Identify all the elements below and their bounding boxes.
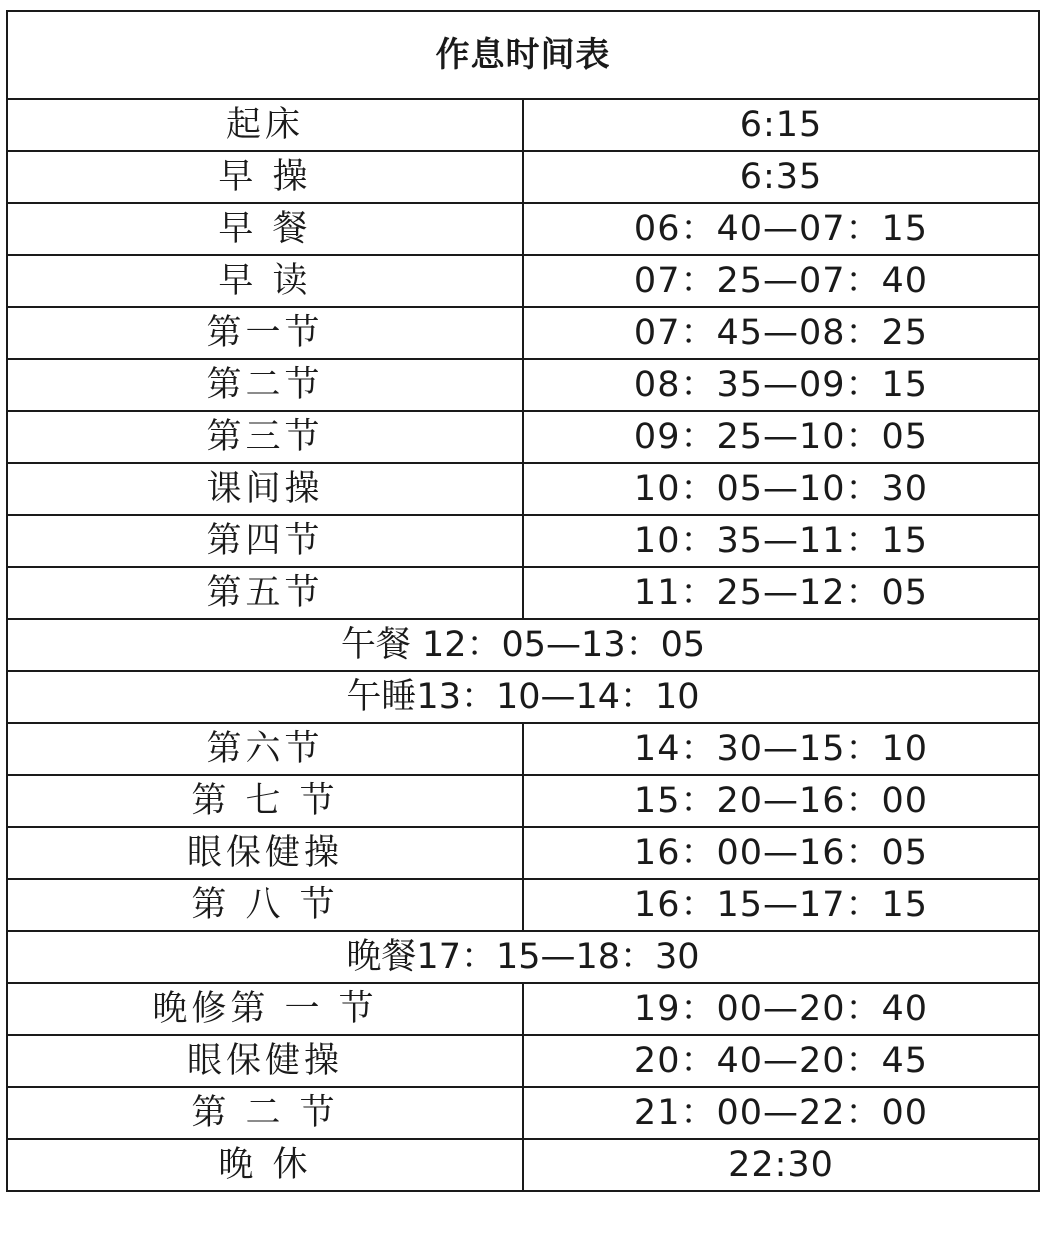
schedule-time-cell: 21：00—22：00 bbox=[523, 1087, 1039, 1139]
schedule-activity-cell: 课间操 bbox=[7, 463, 523, 515]
schedule-row bbox=[7, 203, 1039, 255]
schedule-time-cell: 09：25—10：05 bbox=[523, 411, 1039, 463]
schedule-time-cell: 6:15 bbox=[523, 99, 1039, 151]
schedule-row bbox=[7, 723, 1039, 775]
schedule-activity-cell: 早 餐 bbox=[7, 203, 523, 255]
schedule-row bbox=[7, 411, 1039, 463]
schedule-row bbox=[7, 567, 1039, 619]
schedule-full-cell: 晚餐17：15—18：30 bbox=[7, 931, 1039, 983]
schedule-full-cell: 午睡13：10—14：10 bbox=[7, 671, 1039, 723]
schedule-row bbox=[7, 983, 1039, 1035]
schedule-time-cell: 16：00—16：05 bbox=[523, 827, 1039, 879]
schedule-time-cell: 20：40—20：45 bbox=[523, 1035, 1039, 1087]
schedule-row bbox=[7, 931, 1039, 983]
schedule-row bbox=[7, 775, 1039, 827]
schedule-activity-cell: 早 读 bbox=[7, 255, 523, 307]
schedule-body bbox=[7, 11, 1039, 1191]
schedule-activity-cell: 第六节 bbox=[7, 723, 523, 775]
schedule-row bbox=[7, 359, 1039, 411]
schedule-row bbox=[7, 307, 1039, 359]
schedule-activity-cell: 早 操 bbox=[7, 151, 523, 203]
schedule-row bbox=[7, 1139, 1039, 1191]
schedule-time-cell: 06：40—07：15 bbox=[523, 203, 1039, 255]
schedule-table bbox=[6, 10, 1040, 1192]
schedule-title: 作息时间表 bbox=[7, 11, 1039, 99]
schedule-row bbox=[7, 463, 1039, 515]
schedule-activity-cell: 晚修第 一 节 bbox=[7, 983, 523, 1035]
schedule-full-cell: 午餐 12：05—13：05 bbox=[7, 619, 1039, 671]
schedule-activity-cell: 第 八 节 bbox=[7, 879, 523, 931]
schedule-time-cell: 07：25—07：40 bbox=[523, 255, 1039, 307]
schedule-time-cell: 6:35 bbox=[523, 151, 1039, 203]
schedule-row bbox=[7, 1035, 1039, 1087]
schedule-time-cell: 14：30—15：10 bbox=[523, 723, 1039, 775]
schedule-activity-cell: 第三节 bbox=[7, 411, 523, 463]
schedule-time-cell: 15：20—16：00 bbox=[523, 775, 1039, 827]
schedule-time-cell: 19：00—20：40 bbox=[523, 983, 1039, 1035]
schedule-row bbox=[7, 1087, 1039, 1139]
schedule-time-cell: 11：25—12：05 bbox=[523, 567, 1039, 619]
schedule-time-cell: 10：05—10：30 bbox=[523, 463, 1039, 515]
schedule-activity-cell: 第二节 bbox=[7, 359, 523, 411]
schedule-row bbox=[7, 619, 1039, 671]
schedule-activity-cell: 眼保健操 bbox=[7, 1035, 523, 1087]
schedule-activity-cell: 眼保健操 bbox=[7, 827, 523, 879]
schedule-row bbox=[7, 255, 1039, 307]
schedule-activity-cell: 第 七 节 bbox=[7, 775, 523, 827]
schedule-time-cell: 08：35—09：15 bbox=[523, 359, 1039, 411]
schedule-activity-cell: 第四节 bbox=[7, 515, 523, 567]
schedule-row bbox=[7, 879, 1039, 931]
schedule-time-cell: 16：15—17：15 bbox=[523, 879, 1039, 931]
schedule-row bbox=[7, 827, 1039, 879]
schedule-activity-cell: 起床 bbox=[7, 99, 523, 151]
schedule-activity-cell: 第 二 节 bbox=[7, 1087, 523, 1139]
schedule-time-cell: 22:30 bbox=[523, 1139, 1039, 1191]
schedule-row bbox=[7, 151, 1039, 203]
title-row bbox=[7, 11, 1039, 99]
schedule-row bbox=[7, 515, 1039, 567]
schedule-activity-cell: 第五节 bbox=[7, 567, 523, 619]
schedule-row bbox=[7, 671, 1039, 723]
schedule-time-cell: 07：45—08：25 bbox=[523, 307, 1039, 359]
schedule-activity-cell: 第一节 bbox=[7, 307, 523, 359]
schedule-time-cell: 10：35—11：15 bbox=[523, 515, 1039, 567]
schedule-row bbox=[7, 99, 1039, 151]
schedule-activity-cell: 晚 休 bbox=[7, 1139, 523, 1191]
